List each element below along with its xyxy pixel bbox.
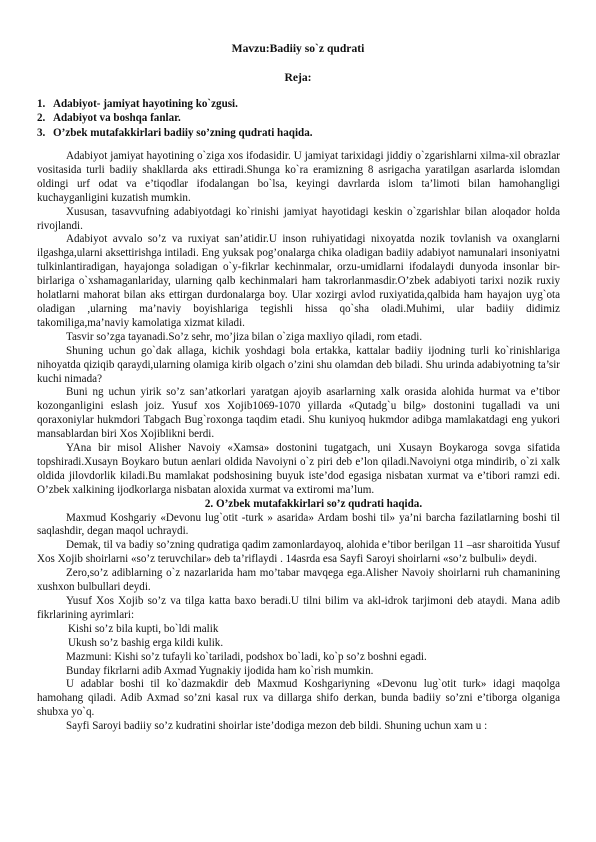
- paragraph: Maxmud Koshgariy «Devonu lug`otit -turk » asarida» Ardam boshi til» ya’ni barcha fazilatlarning boshi til saqlashdir, degan maqol uchraydi.: [37, 511, 560, 538]
- paragraph: Yusuf Xos Xojib so’z va tilga katta baxo beradi.U tilni bilim va akl-idrok tarjimoni deb ataydi. Mana adib fikrlarining ayrimlari:: [37, 595, 560, 621]
- plan-heading: Reja:: [284, 71, 312, 84]
- paragraph: Mazmuni: Kishi so’z tufayli ko`tariladi, podshox bo`ladi, ko`p so’z boshni egadi.: [66, 650, 427, 663]
- paragraph: Bunday fikrlarni adib Axmad Yugnakiy ijodida ham ko`rish mumkin.: [66, 664, 374, 677]
- paragraph: YAna bir misol Alisher Navoiy «Xamsa» dostonini tugatgach, uni Xusayn Boykaroga sovga sifatida topshiradi.Xusayn Boykaro butun aenlari oldida Navoiyni o`z piri deb e’lon qiladi.Navoiyni otga mindirib, o`zi xalk oldida jilovdorlik kiladi.Bu mamlakat podshosining buyuk iste’dod egasiga nisbatan xurmat va e’tibori ramzi edi. O’zbek xalkining ijodkorlarga nisbatan aloxida xurmat va extiromi ma’lum.: [37, 442, 560, 496]
- plan-item-number: 3.: [37, 126, 46, 139]
- paragraph: Sayfi Saroyi badiiy so’z kudratini shoirlar iste’dodiga mezon deb bildi. Shuning uchun xam u :: [66, 720, 488, 733]
- plan-item-number: 1.: [37, 98, 46, 110]
- verse-line: Ukush so’z bashig erga kildi kulik.: [68, 636, 224, 649]
- paragraph: Adabiyot jamiyat hayotining o`ziga xos ifodasidir. U jamiyat tarixidagi jiddiy o`zgarishlarni xilma-xil obrazlar vositasida turli badiiy shakllarda aks ettiradi.Shunga ko`ra eramizning 8 asrigacha yaratilgan asarlarda islomdan oldingi urf odat va e’tiqodlar ifodalangan bo`lsa, keyingi davrlarda islom ta’limoti bilan hamohangligi kuchayganligini kuzatish mumkin.: [37, 150, 560, 204]
- plan-item-text: O’zbek mutafakkirlari badiiy so’zning qudrati haqida.: [53, 126, 313, 139]
- plan-item: [37, 98, 313, 112]
- plan-list: [37, 98, 313, 141]
- section-heading: 2. O’zbek mutafakkirlari so’z qudrati haqida.: [204, 497, 423, 510]
- plan-item-text: Adabiyot- jamiyat hayotining ko`zgusi.: [53, 98, 238, 110]
- paragraph: Tasvir so’zga tayanadi.So’z sehr, mo’jiza bilan o`ziga maxliyo qiladi, rom etadi.: [66, 330, 423, 343]
- paragraph: Zero,so’z adiblarning o`z nazarlarida ham mo’tabar mavqega ega.Alisher Navoiy shoirlarni ruh chamanining xushxon bulbullari deydi.: [37, 567, 560, 594]
- paragraph: Adabiyot avvalo so’z va ruxiyat san’atidir.U inson ruhiyatidagi nixoyatda nozik tovlanish va oxanglarni ilgashga,ularni aksettirishga intiladi. Eng yuksak pog’onalarga chika oladigan badiiy adabiyot namunalari insoniyatni tulkinlantiradigan, hayajonga soladigan o`y-fikrlar kechinmalar, orzu-umidlarni ifodalaydi dunyoda insonlar bir-birlariga o`xshamaganlariday, ularning qalb kechinmalari ham takrorlanmasdir.O’zbek adabiyoti tarixi nozik ruxiy holatlarni mahorat bilan aks ettirgan durdonalarga boy. Ular xozirgi avlod ruxiyatida,qalbida ham hayajon uyg`ota oladigan ,ularning ma’naviy boyishlariga tegishli hissa qo`sha oladi.Muhimi, ular badiiy didimiz takomiliga,ma’naviy kamolatiga xizmat kiladi.: [37, 233, 560, 329]
- paragraph: Buni ng uchun yirik so’z san’atkorlari yaratgan ajoyib asarlarning xalk orasida alohida hurmat va e’tibor kozonganligini eslash joiz. Yusuf xos Xojib1069-1070 yillarda «Qutadg`u bilg» dostonini tugalladi va uni qoraxoniylar hukmdori Tabgach Bug`roxonga taqdim etadi. Shu kuniyoq hukmdor adibga mamlakatdagi eng yukori mansablardan biri Xos Xojiblikni berdi.: [37, 386, 560, 441]
- paragraph: Demak, til va badiy so’zning qudratiga qadim zamonlardayoq, alohida e’tibor berilgan 11 –asr sharoitida Yusuf Xos Xojib shoirlarni «so’z teruvchilar» deb ta’riflaydi . 14asrda esa Sayfi Saroyi shoirlarni «so’z bulbuli» deydi.: [37, 539, 560, 566]
- verse-line: Kishi so’z bila kupti, bo`ldi malik: [68, 622, 219, 635]
- paragraph: Xususan, tasavvufning adabiyotdagi ko`rinishi jamiyat hayotidagi keskin o`zgarishlar bilan aloqador holda rivojlandi.: [37, 205, 560, 232]
- paragraph: Shuning uchun go`dak allaga, kichik yoshdagi bola ertakka, kattalar badiiy ijodning turli ko`rinishlariga nihoyatda qiziqib qaraydi,ularning olamiga kirib olgach o’zini shu olamdan deb biladi. Shu urinda adabiyotning ta’sir kuchi nimada?: [37, 344, 560, 385]
- document-body: [37, 150, 560, 734]
- plan-item: [37, 127, 313, 141]
- plan-item-text: Adabiyot va boshqa fanlar.: [53, 112, 181, 125]
- plan-item-number: 2.: [37, 112, 46, 125]
- paragraph: U adablar boshi til ko`dazmakdir deb Maxmud Koshgariyning «Devonu lug`otit turk» idagi maqolga hamohang qiladi. Adib Axmad so’zni kasal rux va dillarga shifo derkan, bunda badiiy so’zni e’tiborga olganiga shubxa yo`q.: [37, 678, 560, 719]
- page-title: Mavzu:Badiiy so`z qudrati: [231, 42, 365, 55]
- plan-item: [37, 112, 313, 126]
